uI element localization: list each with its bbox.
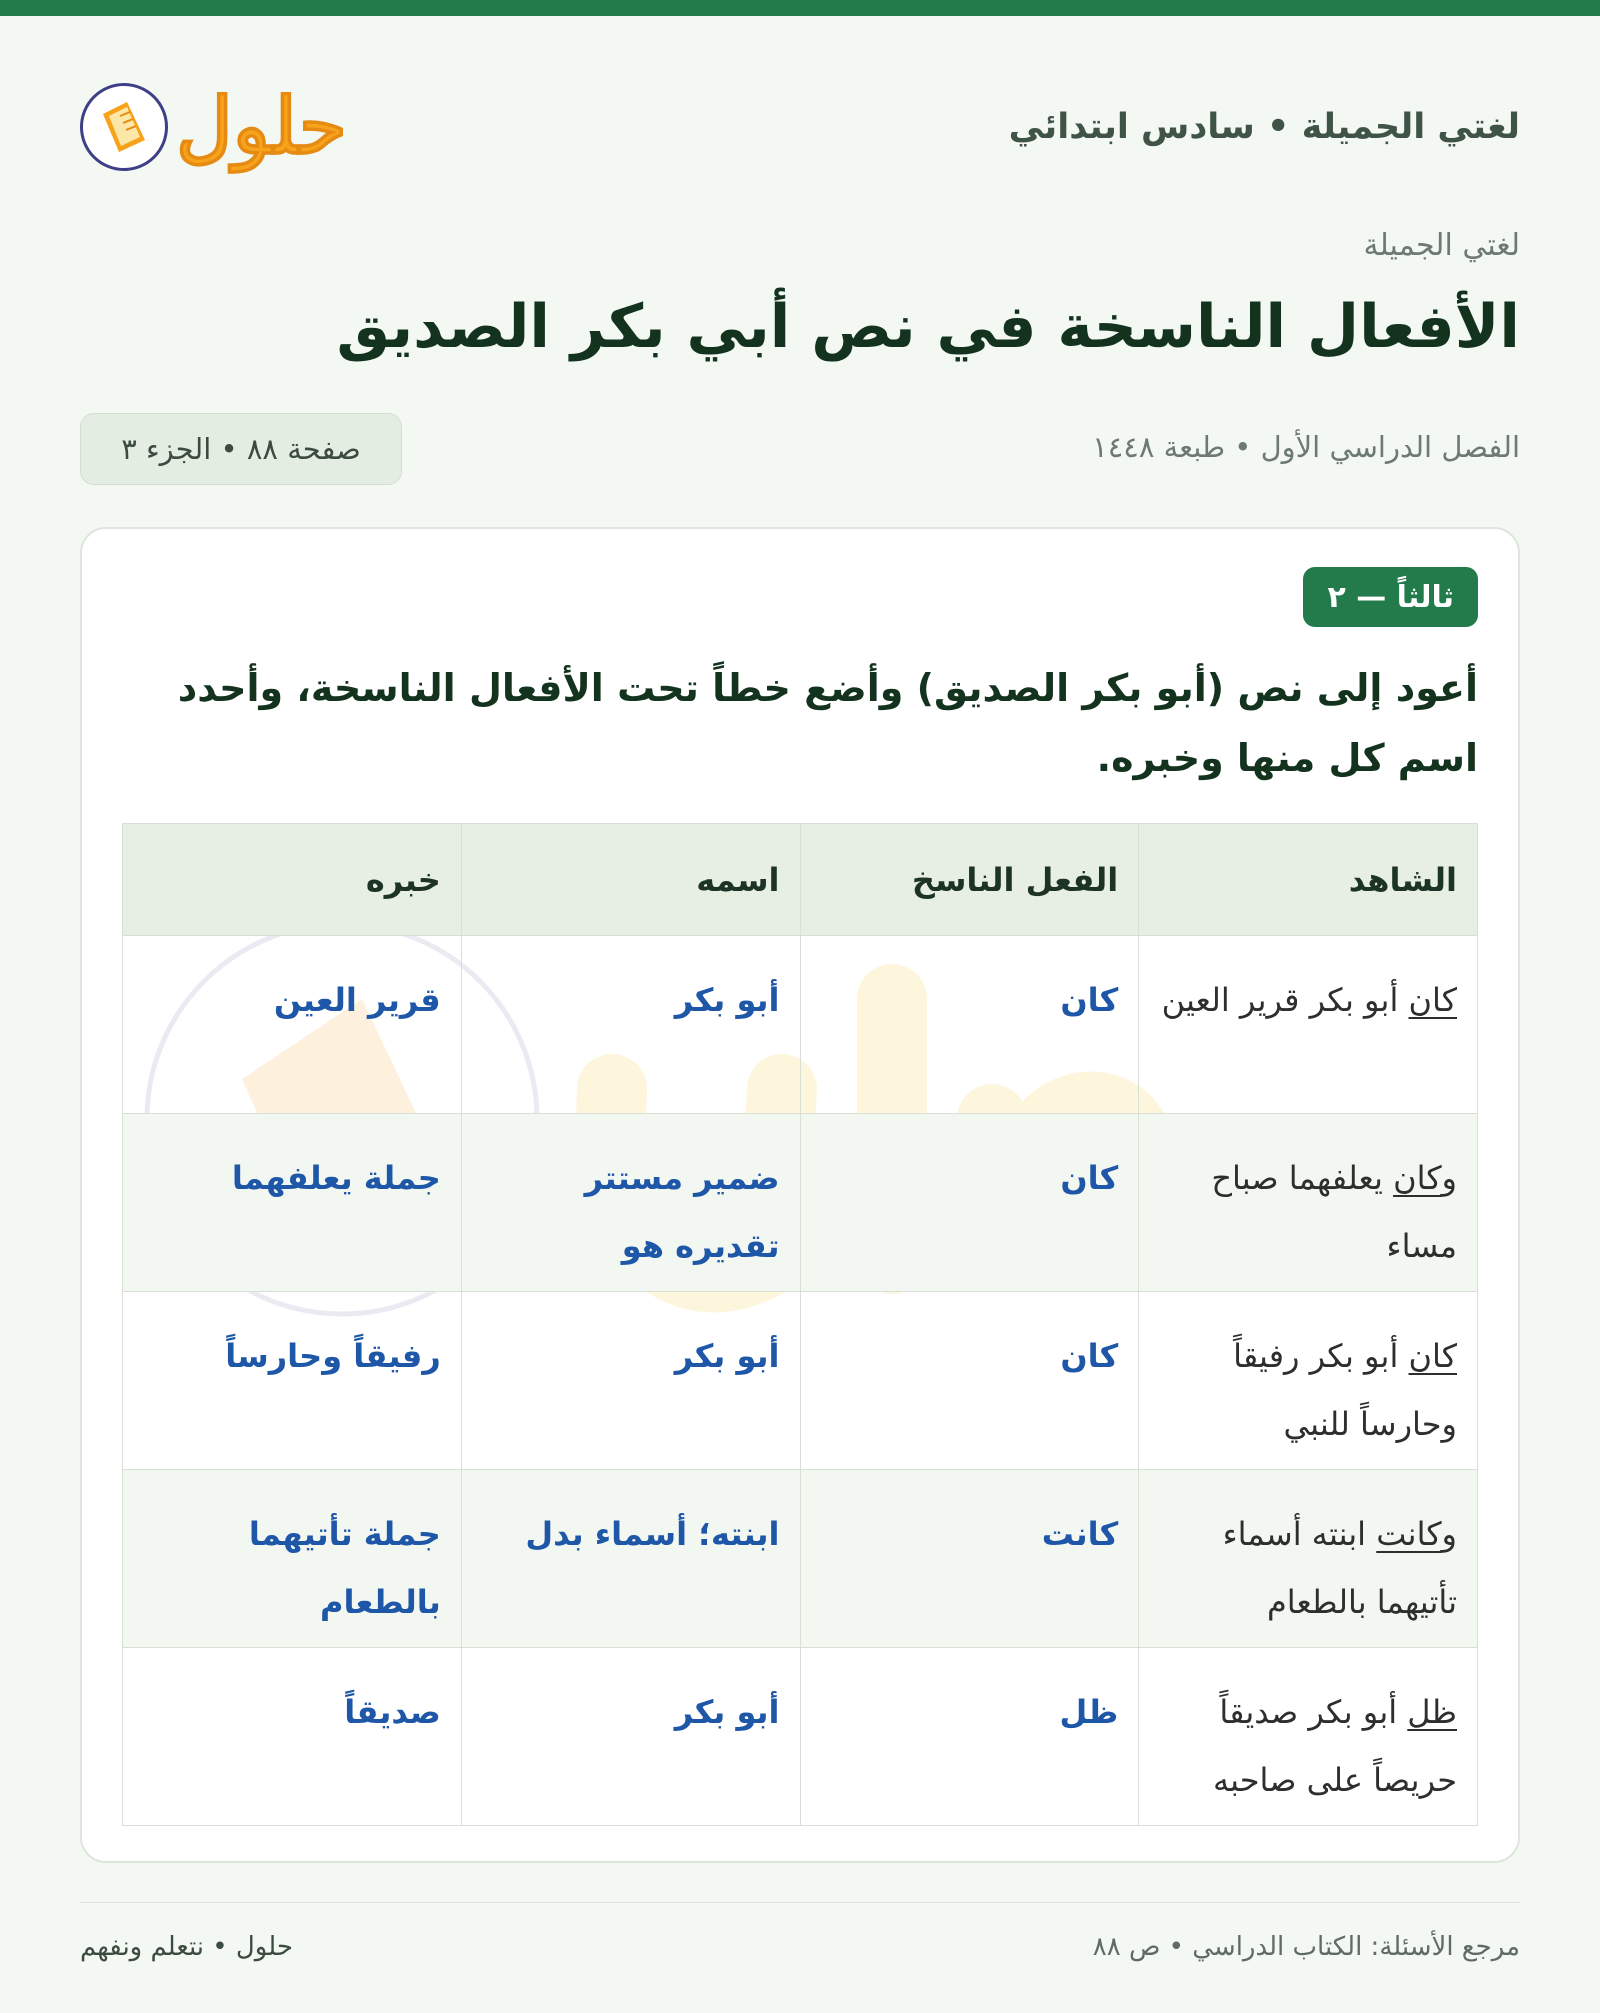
term-edition: الفصل الدراسي الأول • طبعة ١٤٤٨ xyxy=(1092,430,1520,464)
evidence-rest: أبو بكر قرير العين xyxy=(1161,981,1409,1019)
verb-cell: كانت xyxy=(800,1470,1139,1648)
page-part-badge: صفحة ٨٨ • الجزء ٣ xyxy=(80,413,402,485)
section-badge: ثالثاً — ٢ xyxy=(1303,567,1478,627)
verb-cell: كان xyxy=(800,1292,1139,1470)
evidence-cell xyxy=(1139,1648,1478,1826)
evidence-cell xyxy=(1139,1292,1478,1470)
evidence-rest: أبو بكر رفيقاً وحارساً للنبي xyxy=(1233,1337,1457,1443)
evidence-cell xyxy=(1139,1114,1478,1292)
top-accent-bar xyxy=(0,0,1600,16)
predicate-cell: رفيقاً وحارساً xyxy=(123,1292,462,1470)
underlined-verb: ظل xyxy=(1407,1693,1457,1731)
subject-cell: أبو بكر xyxy=(461,936,800,1114)
subject-cell: ابنته؛ أسماء بدل xyxy=(461,1470,800,1648)
table-row xyxy=(123,936,1478,1114)
table-row xyxy=(123,1470,1478,1648)
table-row xyxy=(123,1114,1478,1292)
answer-table xyxy=(122,823,1478,1826)
column-header-verb: الفعل الناسخ xyxy=(800,824,1139,936)
table-row xyxy=(123,1292,1478,1470)
question-text: أعود إلى نص (أبو بكر الصديق) وأضع خطاً تحت الأفعال الناسخة، وأحدد اسم كل منها وخبره. xyxy=(177,666,1478,780)
predicate-cell: صديقاً xyxy=(123,1648,462,1826)
evidence-prefix: و xyxy=(1441,1159,1457,1197)
verb-cell: ظل xyxy=(800,1648,1139,1826)
predicate-cell: قرير العين xyxy=(123,936,462,1114)
footer-reference: مرجع الأسئلة: الكتاب الدراسي • ص ٨٨ xyxy=(1092,1932,1520,1962)
predicate-cell: جملة تأتيهما بالطعام xyxy=(123,1470,462,1648)
column-header-predicate: خبره xyxy=(123,824,462,936)
subject-grade-line: لغتي الجميلة • سادس ابتدائي xyxy=(1008,107,1520,147)
underlined-verb: كانت xyxy=(1376,1515,1442,1553)
subject-cell: أبو بكر xyxy=(461,1648,800,1826)
logo-wordmark: حلول xyxy=(176,81,348,172)
evidence-cell xyxy=(1139,936,1478,1114)
underlined-verb: كان xyxy=(1408,1337,1457,1375)
verb-cell: كان xyxy=(800,936,1139,1114)
column-header-evidence: الشاهد xyxy=(1139,824,1478,936)
verb-cell: كان xyxy=(800,1114,1139,1292)
predicate-cell: جملة يعلفهما xyxy=(123,1114,462,1292)
underlined-verb: كان xyxy=(1408,981,1457,1019)
evidence-rest: ابنته أسماء تأتيهما بالطعام xyxy=(1222,1515,1457,1621)
book-subject: لغتي الجميلة xyxy=(1363,228,1520,263)
evidence-prefix: و xyxy=(1441,1515,1457,1553)
evidence-rest: أبو بكر صديقاً حريصاً على صاحبه xyxy=(1212,1693,1457,1799)
subject-cell: ضمير مستتر تقديره هو xyxy=(461,1114,800,1292)
site-header xyxy=(80,62,1520,192)
table-header-row xyxy=(123,824,1478,936)
evidence-cell xyxy=(1139,1470,1478,1648)
evidence-rest: يعلفهما صباح مساء xyxy=(1211,1159,1457,1265)
exercise-card xyxy=(80,527,1520,1863)
page-title: الأفعال الناسخة في نص أبي بكر الصديق xyxy=(336,292,1520,362)
book-icon xyxy=(80,83,168,171)
table-row xyxy=(123,1648,1478,1826)
footer-brand: حلول • نتعلم ونفهم xyxy=(80,1932,293,1962)
underlined-verb: كان xyxy=(1393,1159,1442,1197)
column-header-subject: اسمه xyxy=(461,824,800,936)
site-logo[interactable] xyxy=(80,83,347,171)
footer-divider xyxy=(80,1902,1520,1903)
subject-cell: أبو بكر xyxy=(461,1292,800,1470)
